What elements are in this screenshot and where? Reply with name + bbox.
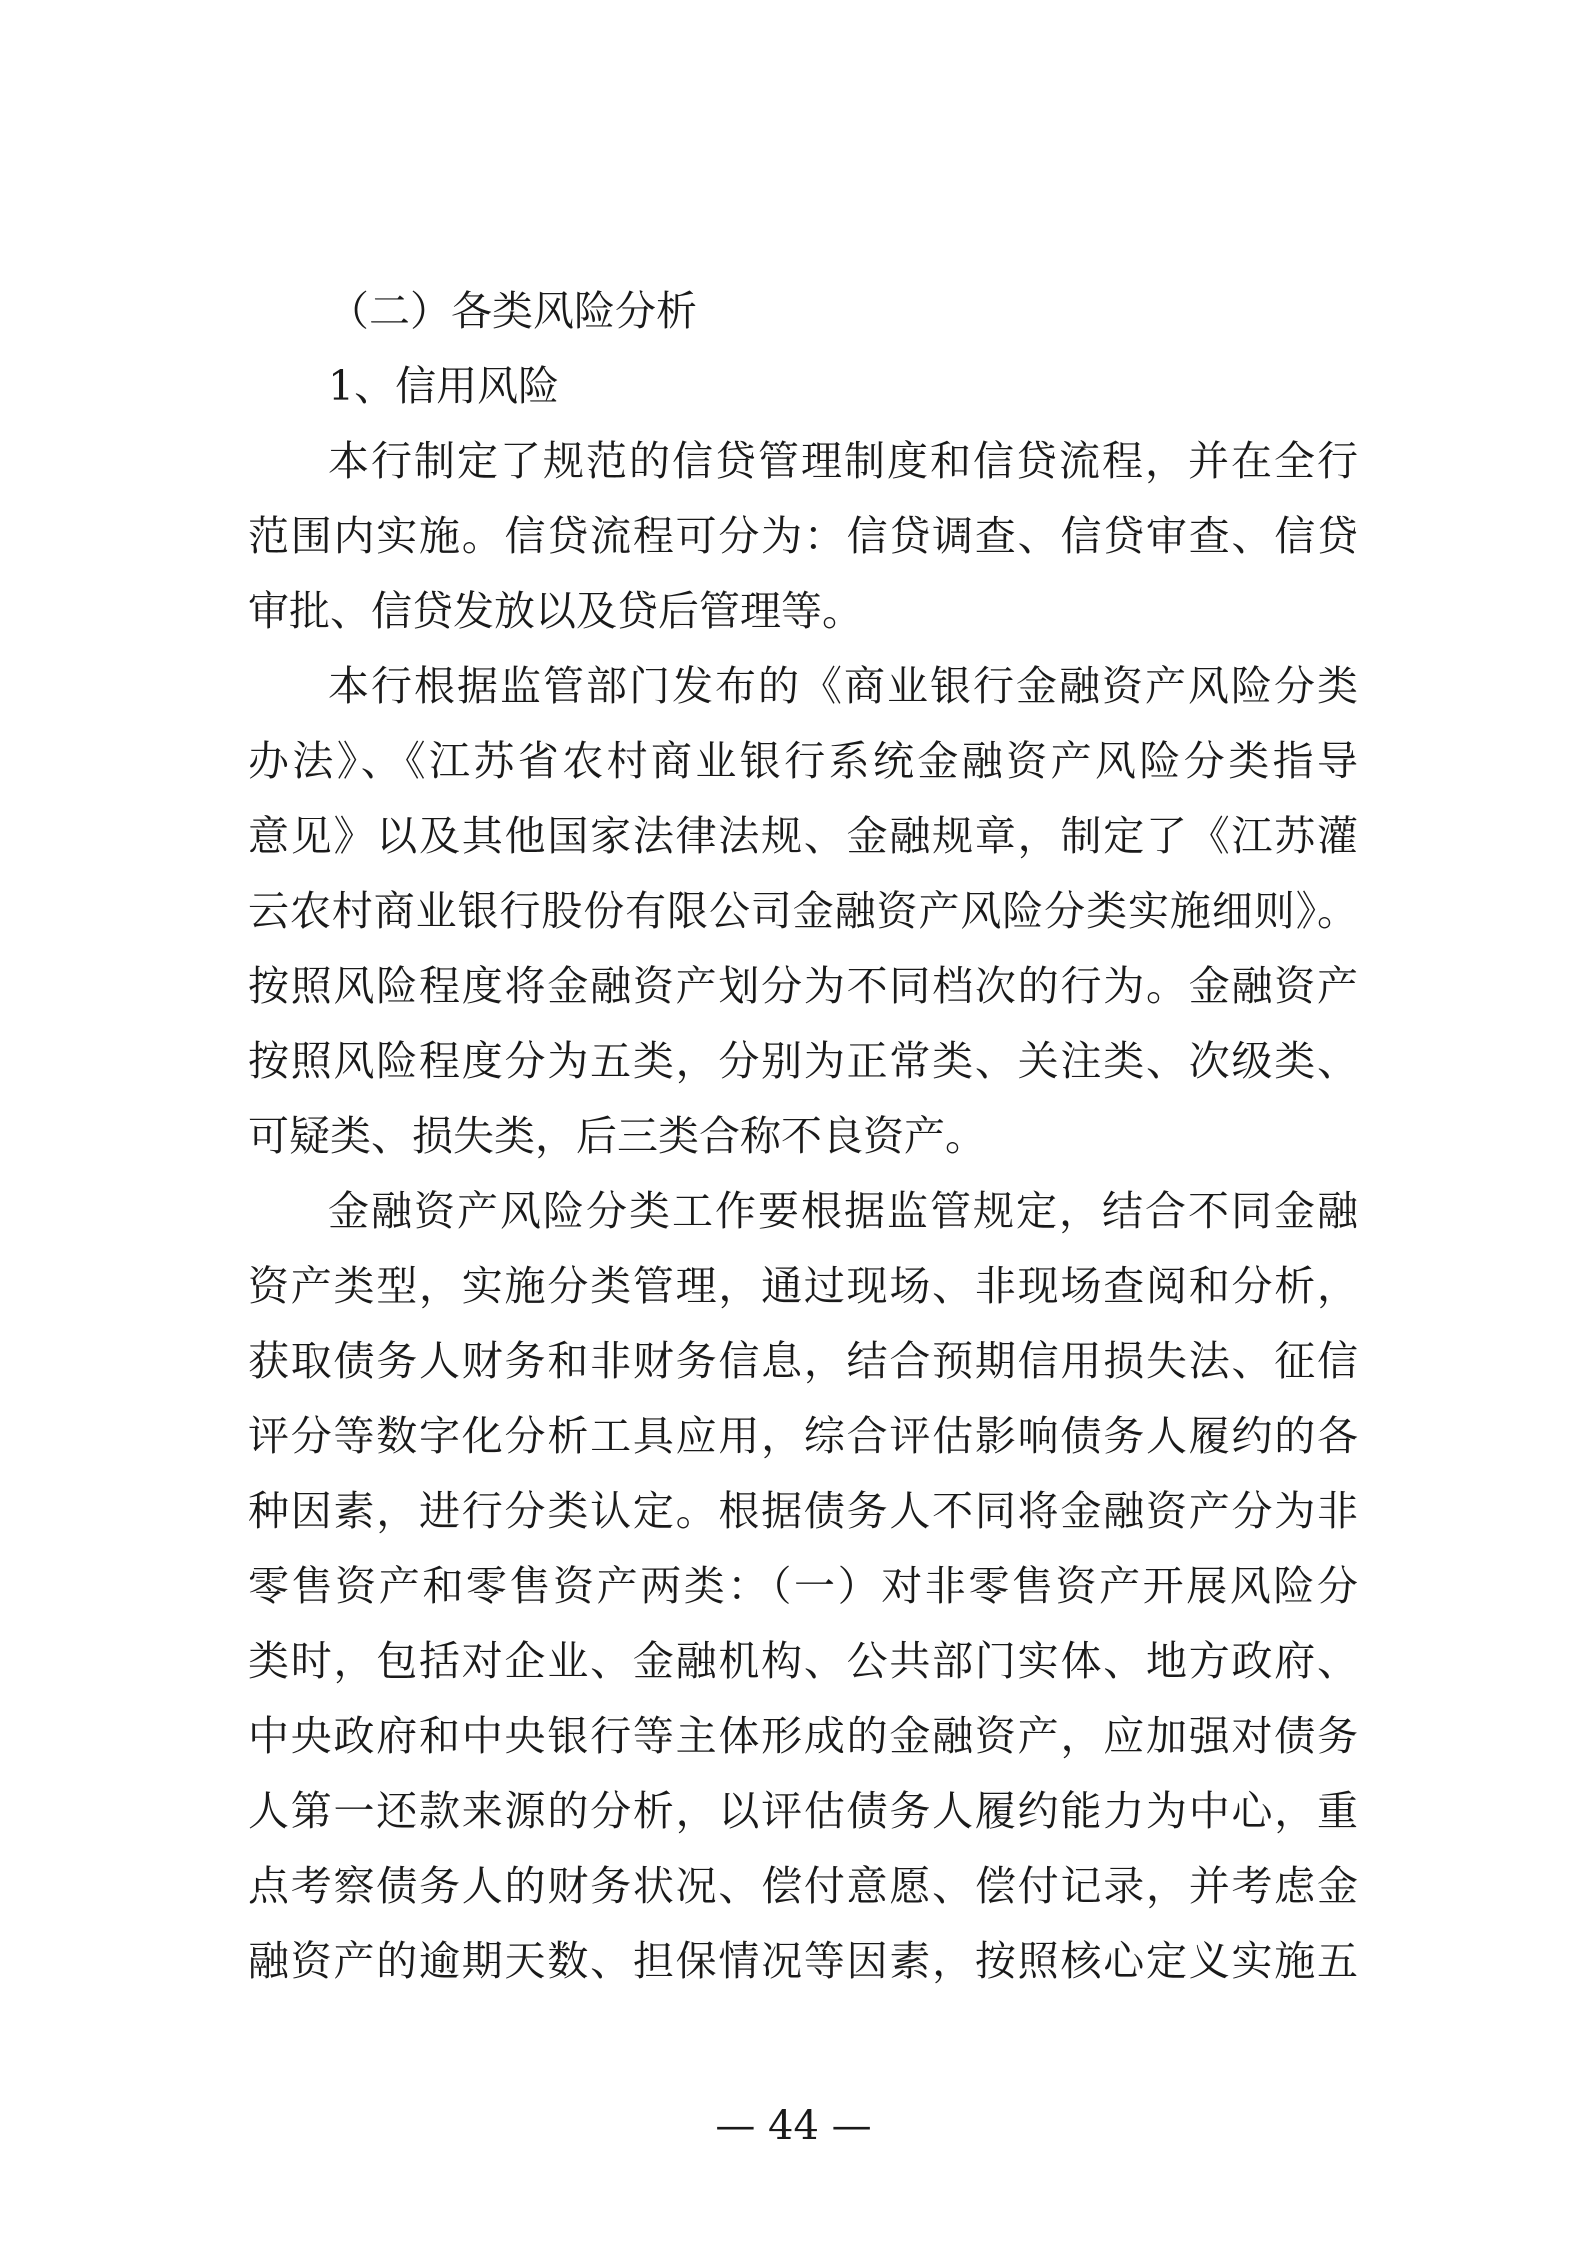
paragraph-line: 云农村商业银行股份有限公司金融资产风险分类实施细则》。	[248, 887, 1358, 935]
paragraph-line: 范围内实施。信贷流程可分为：信贷调查、信贷审查、信贷	[248, 512, 1358, 560]
paragraph-line: 评分等数字化分析工具应用，综合评估影响债务人履约的各	[248, 1412, 1358, 1460]
section-heading: （二）各类风险分析	[328, 287, 697, 335]
paragraph-line: 审批、信贷发放以及贷后管理等。	[248, 587, 863, 635]
paragraph-line: 类时，包括对企业、金融机构、公共部门实体、地方政府、	[248, 1637, 1358, 1685]
paragraph-line: 点考察债务人的财务状况、偿付意愿、偿付记录，并考虑金	[248, 1862, 1358, 1910]
paragraph-line: 可疑类、损失类，后三类合称不良资产。	[248, 1112, 986, 1160]
paragraph-line: 中央政府和中央银行等主体形成的金融资产，应加强对债务	[248, 1712, 1358, 1760]
paragraph-line: 本行制定了规范的信贷管理制度和信贷流程，并在全行	[328, 437, 1358, 485]
paragraph-line: 本行根据监管部门发布的《商业银行金融资产风险分类	[328, 662, 1358, 710]
paragraph-line: 按照风险程度将金融资产划分为不同档次的行为。金融资产	[248, 962, 1358, 1010]
paragraph-line: 办法》、《江苏省农村商业银行系统金融资产风险分类指导	[248, 737, 1358, 785]
paragraph-line: 获取债务人财务和非财务信息，结合预期信用损失法、征信	[248, 1337, 1358, 1385]
paragraph-line: 融资产的逾期天数、担保情况等因素，按照核心定义实施五	[248, 1937, 1358, 1985]
page-number: — 44 —	[715, 2103, 872, 2149]
paragraph-line: 种因素，进行分类认定。根据债务人不同将金融资产分为非	[248, 1487, 1358, 1535]
paragraph-line: 金融资产风险分类工作要根据监管规定，结合不同金融	[328, 1187, 1358, 1235]
paragraph-line: 人第一还款来源的分析，以评估债务人履约能力为中心，重	[248, 1787, 1358, 1835]
paragraph-line: 意见》以及其他国家法律法规、金融规章，制定了《江苏灌	[248, 812, 1358, 860]
paragraph-line: 资产类型，实施分类管理，通过现场、非现场查阅和分析，	[248, 1262, 1358, 1310]
subsection-heading: 1、信用风险	[328, 362, 560, 410]
paragraph-line: 零售资产和零售资产两类：（一）对非零售资产开展风险分	[248, 1562, 1358, 1610]
paragraph-line: 按照风险程度分为五类，分别为正常类、关注类、次级类、	[248, 1037, 1358, 1085]
